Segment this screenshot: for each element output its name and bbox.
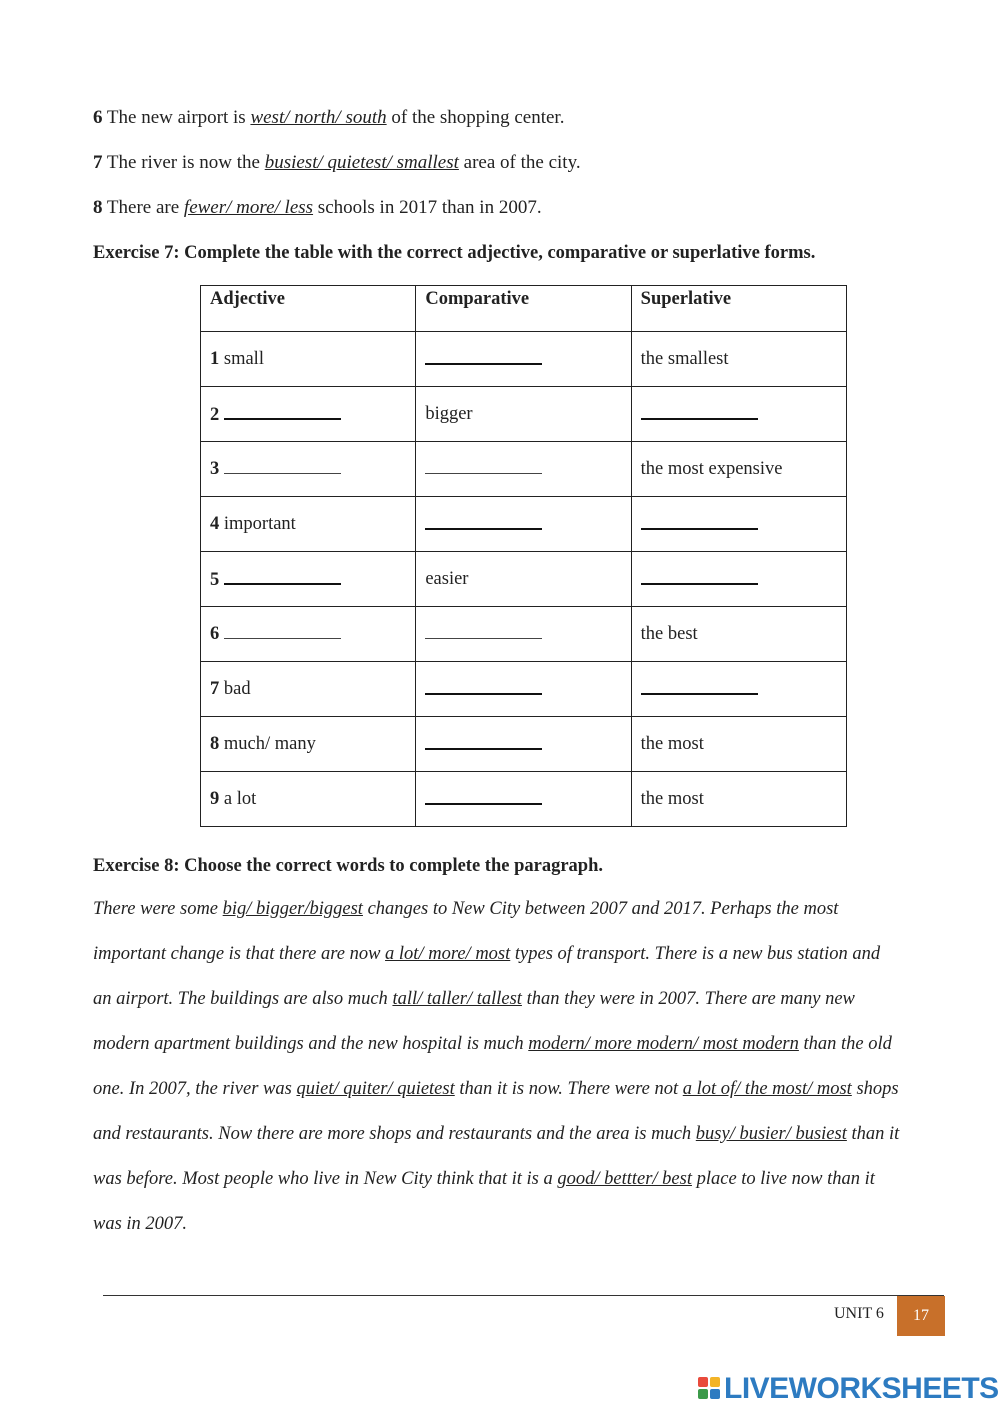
cell-comparative xyxy=(416,442,631,497)
comparative-text: easier xyxy=(425,568,469,589)
row-number: 7 xyxy=(210,678,220,699)
cell-comparative xyxy=(416,717,631,772)
exercise-8-paragraph xyxy=(93,887,963,1247)
question-number: 8 xyxy=(93,197,103,218)
question-number: 7 xyxy=(93,152,103,173)
table-row xyxy=(201,497,847,552)
exercise-7-title: Exercise 7: Complete the table with the correct adjective, comparative or superlative forms. xyxy=(93,243,816,263)
paragraph-text: modern apartment buildings and the new hospital is much xyxy=(93,1034,529,1054)
paragraph-text: types of transport. There is a new bus station and xyxy=(510,944,881,964)
choice-options[interactable]: tall/ taller/ tallest xyxy=(392,989,522,1009)
exercise-8-title: Exercise 8: Choose the correct words to complete the paragraph. xyxy=(93,856,604,876)
paragraph-line xyxy=(93,1157,963,1202)
adjective-text: bad xyxy=(223,678,251,699)
answer-blank[interactable] xyxy=(641,568,758,585)
cell-comparative xyxy=(416,552,631,607)
answer-blank[interactable] xyxy=(425,733,542,750)
answer-blank[interactable] xyxy=(425,348,542,365)
choice-options[interactable]: busy/ busier/ busiest xyxy=(695,1124,847,1144)
table-row xyxy=(201,662,847,717)
row-number: 4 xyxy=(210,513,220,534)
cell-adjective xyxy=(201,552,416,607)
cell-comparative xyxy=(416,332,631,387)
paragraph-line xyxy=(93,977,963,1022)
answer-blank[interactable] xyxy=(224,458,341,474)
cell-comparative xyxy=(416,662,631,717)
answer-blank[interactable] xyxy=(641,678,758,695)
adjective-text: much/ many xyxy=(223,733,316,754)
cell-superlative xyxy=(631,607,846,662)
answer-blank[interactable] xyxy=(425,623,542,639)
cell-comparative xyxy=(416,607,631,662)
answer-blank[interactable] xyxy=(425,788,542,805)
row-number: 5 xyxy=(210,569,220,590)
choice-options[interactable]: good/ bettter/ best xyxy=(557,1169,692,1189)
answer-blank[interactable] xyxy=(224,403,341,420)
superlative-text: the most xyxy=(640,733,704,754)
paragraph-line xyxy=(93,1202,963,1247)
cell-adjective xyxy=(201,497,416,552)
choice-options[interactable]: quiet/ quiter/ quietest xyxy=(296,1079,455,1099)
paragraph-text: than the old xyxy=(798,1034,892,1054)
cell-adjective xyxy=(201,607,416,662)
superlative-text: the best xyxy=(640,623,698,644)
cell-superlative xyxy=(631,497,846,552)
choice-options[interactable]: busiest/ quietest/ smallest xyxy=(264,152,459,173)
header-comparative: Comparative xyxy=(416,286,631,332)
superlative-text: the most expensive xyxy=(640,458,783,479)
question-text: The new airport is xyxy=(106,107,251,128)
cell-adjective xyxy=(201,387,416,442)
choice-options[interactable]: big/ bigger/biggest xyxy=(222,899,363,919)
question-text: area of the city. xyxy=(458,152,581,173)
row-number: 3 xyxy=(210,459,220,479)
question-7 xyxy=(93,152,581,174)
paragraph-line xyxy=(93,1112,963,1157)
row-number: 8 xyxy=(210,733,220,754)
row-number: 9 xyxy=(210,788,220,809)
cell-comparative xyxy=(416,772,631,827)
adjective-text: small xyxy=(223,348,264,369)
paragraph-text: was before. Most people who live in New City think that it is a xyxy=(93,1169,558,1189)
adjective-text: a lot xyxy=(223,788,257,809)
row-number: 1 xyxy=(210,348,220,369)
row-number: 2 xyxy=(210,404,220,425)
question-text: There are xyxy=(106,197,184,218)
choice-options[interactable]: fewer/ more/ less xyxy=(183,197,314,218)
question-text: of the shopping center. xyxy=(386,107,565,128)
cell-comparative xyxy=(416,497,631,552)
question-8 xyxy=(93,197,542,219)
answer-blank[interactable] xyxy=(224,623,341,639)
paragraph-text: and restaurants. Now there are more shops and restaurants and the area is much xyxy=(93,1124,696,1144)
table-row xyxy=(201,772,847,827)
table-row xyxy=(201,607,847,662)
table-row xyxy=(201,442,847,497)
cell-adjective xyxy=(201,772,416,827)
paragraph-text: There were some xyxy=(93,899,223,919)
paragraph-line xyxy=(93,1022,963,1067)
cell-adjective xyxy=(201,662,416,717)
page-number: 17 xyxy=(913,1307,929,1324)
cell-superlative xyxy=(631,772,846,827)
answer-blank[interactable] xyxy=(425,513,542,530)
answer-blank[interactable] xyxy=(641,403,758,420)
paragraph-text: one. In 2007, the river was xyxy=(93,1079,297,1099)
cell-superlative xyxy=(631,717,846,772)
cell-superlative xyxy=(631,552,846,607)
cell-superlative xyxy=(631,387,846,442)
brand-name: LIVEWORKSHEETS xyxy=(724,1372,999,1405)
paragraph-text: shops xyxy=(851,1079,899,1099)
cell-adjective xyxy=(201,442,416,497)
paragraph-text: changes to New City between 2007 and 2017. Perhaps the most xyxy=(362,899,839,919)
comparative-text: bigger xyxy=(425,403,473,424)
choice-options[interactable]: a lot/ more/ most xyxy=(385,944,511,964)
answer-blank[interactable] xyxy=(425,678,542,695)
liveworksheets-logo xyxy=(698,1372,999,1406)
page-number-badge xyxy=(897,1296,945,1336)
cell-superlative xyxy=(631,442,846,497)
forms-table xyxy=(200,285,847,827)
header-adjective: Adjective xyxy=(201,286,416,332)
cell-adjective xyxy=(201,332,416,387)
superlative-text: the most xyxy=(640,788,704,809)
answer-blank[interactable] xyxy=(224,568,341,585)
paragraph-text: place to live now than it xyxy=(691,1169,875,1189)
question-text: schools in 2017 than in 2007. xyxy=(313,197,542,218)
cell-superlative xyxy=(631,332,846,387)
footer-divider xyxy=(103,1295,944,1296)
cell-adjective xyxy=(201,717,416,772)
paragraph-line xyxy=(93,932,963,977)
table-row xyxy=(201,332,847,387)
row-number: 6 xyxy=(210,624,220,644)
question-6 xyxy=(93,107,564,129)
question-number: 6 xyxy=(93,107,103,128)
choice-options[interactable]: a lot of/ the most/ most xyxy=(682,1079,852,1099)
cell-comparative xyxy=(416,387,631,442)
question-text: The river is now the xyxy=(106,152,265,173)
header-superlative: Superlative xyxy=(631,286,846,332)
adjective-text: important xyxy=(223,513,296,534)
paragraph-text: than it xyxy=(846,1124,900,1144)
paragraph-text: than they were in 2007. There are many new xyxy=(521,989,855,1009)
table-header-row xyxy=(201,286,847,332)
table-row xyxy=(201,717,847,772)
table-row xyxy=(201,387,847,442)
paragraph-line xyxy=(93,1067,963,1112)
superlative-text: the smallest xyxy=(640,348,729,369)
paragraph-text: was in 2007. xyxy=(93,1214,188,1234)
paragraph-text: important change is that there are now xyxy=(93,944,386,964)
table-body xyxy=(201,332,847,827)
brand-icon xyxy=(698,1375,722,1403)
paragraph-text: than it is now. There were not xyxy=(454,1079,683,1099)
answer-blank[interactable] xyxy=(425,458,542,474)
cell-superlative xyxy=(631,662,846,717)
unit-label: UNIT 6 xyxy=(834,1305,884,1322)
choice-options[interactable]: west/ north/ south xyxy=(250,107,387,128)
table-row xyxy=(201,552,847,607)
choice-options[interactable]: modern/ more modern/ most modern xyxy=(528,1034,799,1054)
answer-blank[interactable] xyxy=(641,513,758,530)
paragraph-text: an airport. The buildings are also much xyxy=(93,989,393,1009)
paragraph-line xyxy=(93,887,963,932)
